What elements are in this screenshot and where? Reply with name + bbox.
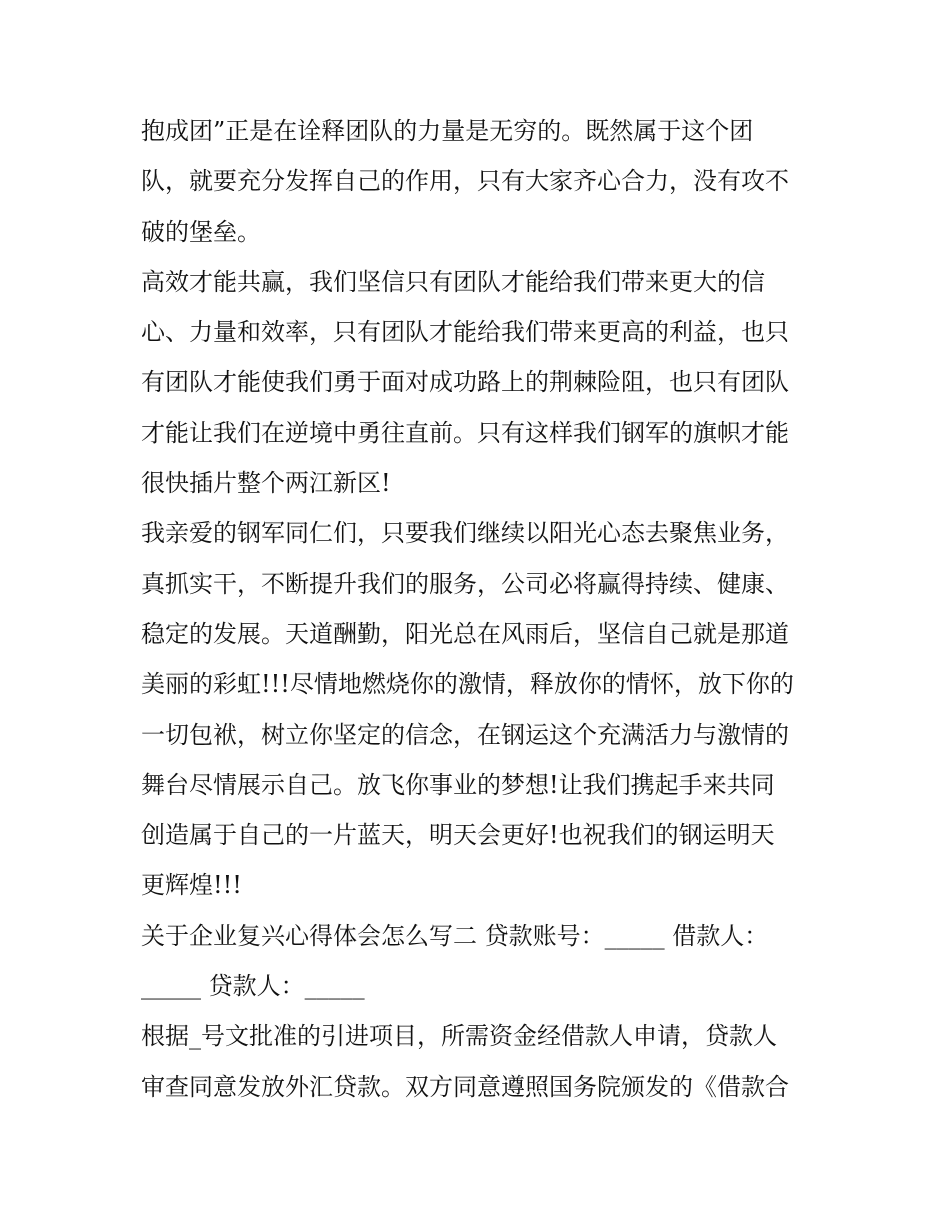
text-line: 美丽的彩虹!!!尽情地燃烧你的激情，释放你的情怀，放下你的	[141, 670, 794, 699]
text-line: 审查同意发放外汇贷款。双方同意遵照国务院颁发的《借款合	[141, 1072, 789, 1101]
text-line: 队，就要充分发挥自己的作用，只有大家齐心合力，没有攻不	[141, 167, 789, 196]
text-line: 更辉煌!!!	[141, 871, 242, 900]
document-body	[141, 106, 813, 1112]
text-line: 心、力量和效率，只有团队才能给我们带来更高的利益，也只	[141, 318, 789, 347]
text-line: 根据_号文批准的引进项目，所需资金经借款人申请，贷款人	[141, 1022, 777, 1051]
text-line: 破的堡垒。	[141, 217, 261, 246]
text-line: _____ 贷款人：_____	[141, 972, 365, 1001]
text-line: 有团队才能使我们勇于面对成功路上的荆棘险阻，也只有团队	[141, 368, 789, 397]
text-line: 稳定的发展。天道酬勤，阳光总在风雨后，坚信自己就是那道	[141, 619, 789, 648]
text-line: 创造属于自己的一片蓝天，明天会更好!也祝我们的钢运明天	[141, 821, 775, 850]
text-line: 关于企业复兴心得体会怎么写二 贷款账号：_____ 借款人：	[141, 921, 769, 950]
text-line: 抱成团”正是在诠释团队的力量是无穷的。既然属于这个团	[141, 117, 754, 145]
text-line: 才能让我们在逆境中勇往直前。只有这样我们钢军的旗帜才能	[141, 418, 789, 447]
text-line: 高效才能共赢，我们坚信只有团队才能给我们带来更大的信	[141, 267, 765, 296]
text-line: 我亲爱的钢军同仁们，只要我们继续以阳光心态去聚焦业务，	[141, 519, 789, 548]
text-line: 真抓实干，不断提升我们的服务，公司必将赢得持续、健康、	[141, 569, 789, 598]
text-line: 舞台尽情展示自己。放飞你事业的梦想!让我们携起手来共同	[141, 770, 775, 799]
text-line: 一切包袱，树立你坚定的信念，在钢运这个充满活力与激情的	[141, 720, 789, 749]
text-line: 很快插片整个两江新区!	[141, 469, 391, 498]
